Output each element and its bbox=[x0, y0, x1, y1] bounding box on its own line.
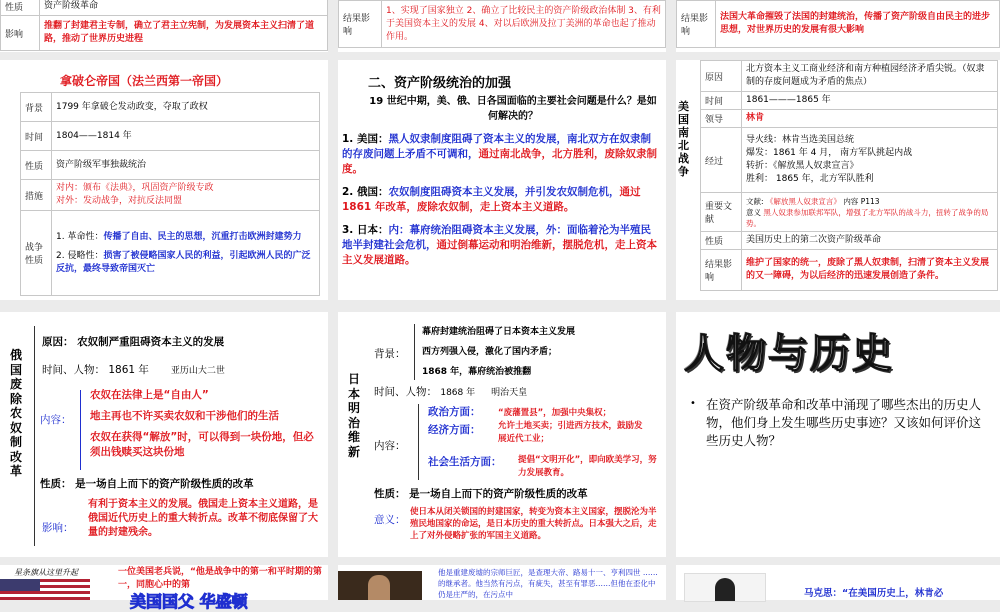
nature-text: 资产阶级革命 bbox=[40, 0, 328, 16]
label-result: 结果影响 bbox=[701, 250, 742, 291]
content-label: 内容： bbox=[40, 414, 72, 426]
nature-label: 性质： bbox=[40, 478, 72, 490]
background-item: 西方列强入侵，激化了国内矛盾； bbox=[422, 347, 558, 357]
doc-label: 文献: bbox=[746, 196, 764, 206]
label-nature: 性质 bbox=[21, 151, 52, 180]
slide-napoleon bbox=[0, 60, 328, 300]
measure-internal: 对内：颁布《法典》，巩固资产阶级专政 bbox=[56, 183, 214, 193]
item-russia bbox=[342, 185, 658, 215]
economy-text: 允许土地买卖；引进西方技术，鼓励发展近代工业； bbox=[498, 421, 643, 444]
meaning-text: 使日本从闭关锁国的封建国家，转变为资本主义国家，摆脱沦为半殖民地国家的命运，是日本历史的重大转折点。日本强大之后，走上了对外侵略扩张的军国主义道路。 bbox=[410, 507, 657, 541]
background-text: 1799 年拿破仑发动政变，夺取了政权 bbox=[52, 93, 320, 122]
intro-question: 19 世纪中期，美、俄、日各国面临的主要社会问题是什么？是如何解决的？ bbox=[369, 96, 657, 122]
label-result: 结果影响 bbox=[339, 1, 382, 48]
quote-text: 他是重建废墟的宗师巨匠，是查理大帝、路易十一、亨利四世 ……的继承者。他当然有污点，有疵失，甚至有罪恶……但他在歪化中仍是庄严的，在污点中 bbox=[438, 568, 658, 599]
slide-meiji-restoration bbox=[338, 312, 666, 557]
big-title: 美国国父 华盛顿 bbox=[130, 592, 248, 611]
cause-text: 农奴制严重阻碍资本主义的发展 bbox=[77, 336, 225, 348]
time-text: 1861 年 bbox=[108, 364, 149, 376]
background-item: 幕府封建统治阻碍了日本资本主义发展 bbox=[422, 327, 576, 337]
label-process: 经过 bbox=[701, 128, 742, 193]
slide-people-history bbox=[676, 312, 1000, 557]
slide-title: 拿破仑帝国（法兰西第一帝国） bbox=[60, 74, 229, 88]
aggressive-text: 损害了被侵略国家人民的利益，引起欧洲人民的广泛反抗，最终导致帝国灭亡 bbox=[56, 250, 311, 274]
result-text: 法国大革命摧毁了法国的封建统治，传播了资产阶级自由民主的进步思想，对世界历史的发展有很大影响 bbox=[716, 1, 1000, 48]
time-text: 1804——1814 年 bbox=[52, 122, 320, 151]
doc-content: 内容 P113 bbox=[843, 196, 880, 206]
nature-text: 资产阶级军事独裁统治 bbox=[52, 151, 320, 180]
society-text: 提倡“文明开化”，即向欧美学习，努力发展教育。 bbox=[518, 455, 657, 478]
item-lead: 2. 俄国： bbox=[342, 186, 389, 198]
label-background: 背景 bbox=[21, 93, 52, 122]
label-effect: 影响 bbox=[1, 16, 40, 51]
slide-american-civil-war bbox=[676, 60, 1000, 300]
nature-label: 性质： bbox=[374, 488, 406, 500]
person-text: 亚历山大二世 bbox=[170, 366, 225, 376]
quote-text: 一位美国老兵说，“他是战争中的第一和平时期的第一，同胞心中的第 bbox=[118, 567, 322, 590]
time-text: 1868 年 bbox=[440, 388, 476, 398]
measure-external: 对外：发动战争，对抗反法同盟 bbox=[56, 196, 183, 206]
side-title: 日本明治维新 bbox=[348, 372, 361, 459]
item-text: 黑人奴隶制度阻碍了资本主义的发展，南北双方在奴隶制的存废问题上矛盾不可调和， bbox=[342, 133, 651, 160]
label-result: 结果影响 bbox=[677, 1, 716, 48]
slide-england-revolution bbox=[0, 0, 328, 52]
bullet-icon: • bbox=[690, 398, 696, 409]
item-japan bbox=[342, 223, 658, 268]
effect-text: 有利于资本主义的发展。俄国走上资本主义道路，是俄国近代历史上的重大转折点。改革不彻底保留了大量的封建残余。 bbox=[88, 499, 318, 538]
label-nature: 性质 bbox=[701, 232, 742, 250]
politics-text: “废藩置县”，加强中央集权； bbox=[498, 408, 612, 418]
nature-text: 是一场自上而下的资产阶级性质的改革 bbox=[75, 478, 254, 490]
slide-napoleon-quote bbox=[338, 565, 666, 600]
label-time: 时间 bbox=[21, 122, 52, 151]
cause-text: 北方资本主义工商业经济和南方种植园经济矛盾尖锐。（奴隶制的存废问题成为矛盾的焦点） bbox=[742, 61, 998, 92]
item-result: 通过 1861 年改革，废除农奴制，走上资本主义道路。 bbox=[342, 186, 641, 213]
meaning-label: 意义： bbox=[374, 514, 406, 526]
result-text: 1、实现了国家独立 2、确立了比较民主的资产阶级政治体制 3、有利于美国资本主义的发展 4、对以后欧洲及拉丁美洲的革命也起了推动作用。 bbox=[382, 1, 666, 48]
background-label: 背景： bbox=[374, 348, 406, 360]
slide-bourgeois-rule bbox=[338, 60, 666, 300]
slide-lincoln bbox=[676, 565, 1000, 600]
revolutionary-text: 传播了自由、民主的思想，沉重打击欧洲封建势力 bbox=[103, 231, 302, 242]
label-leader: 领导 bbox=[701, 110, 742, 128]
process-line: 导火线：林肯当选美国总统 bbox=[746, 135, 855, 145]
process-line: 爆发：1861 年 4 月， 南方军队挑起内战 bbox=[746, 148, 913, 158]
question-text: 在资产阶级革命和改革中涌现了哪些杰出的历史人物，他们身上发生哪些历史事迹？又该如何评价这些历史人物？ bbox=[706, 397, 982, 448]
process-line: 胜利： 1865 年，北方军队胜利 bbox=[746, 174, 874, 184]
content-item: 农奴在法律上是“自由人” bbox=[90, 389, 209, 401]
time-label: 时间、人物： bbox=[42, 364, 105, 376]
content-label: 内容： bbox=[374, 440, 406, 452]
content-item: 农奴在获得“解放”时，可以得到一块份地，但必须出钱赎买这块份地 bbox=[90, 431, 314, 458]
time-text: 1861———1865 年 bbox=[742, 92, 998, 110]
slide-us-independence bbox=[338, 0, 666, 52]
content-item: 地主再也不许买卖农奴和干涉他们的生活 bbox=[90, 410, 279, 422]
side-title: 俄国废除农奴制改革 bbox=[10, 348, 23, 478]
slide-title: 二、资产阶级统治的加强 bbox=[368, 76, 512, 91]
society-label: 社会生活方面： bbox=[428, 456, 502, 468]
item-text: 农奴制度阻碍资本主义发展，并引发农奴制危机， bbox=[388, 186, 620, 198]
nature-text: 是一场自上而下的资产阶级性质的改革 bbox=[409, 488, 588, 500]
item-usa bbox=[342, 132, 658, 177]
napoleon-portrait-image bbox=[338, 571, 422, 600]
cause-label: 原因： bbox=[42, 336, 74, 348]
label-nature: 性质 bbox=[1, 0, 40, 16]
label-documents: 重要文献 bbox=[701, 193, 742, 232]
result-text: 维护了国家的统一，废除了黑人奴隶制，扫清了资本主义发展的又一障碍，为以后经济的迅速发展创造了条件。 bbox=[742, 250, 998, 291]
politics-label: 政治方面： bbox=[428, 406, 481, 418]
side-title: 美国南北战争 bbox=[678, 100, 689, 178]
aggressive-label: 2. 侵略性： bbox=[56, 250, 104, 261]
doc-name: 《解放黑人奴隶宣言》 bbox=[765, 196, 841, 206]
lincoln-portrait-image bbox=[684, 573, 766, 602]
quote-text: 马克思：“在美国历史上，林肯必 bbox=[804, 588, 944, 599]
process-line: 转折：《解放黑人奴隶宣言》 bbox=[746, 161, 859, 171]
slide-russia-reform bbox=[0, 312, 328, 557]
effect-label: 影响： bbox=[42, 522, 74, 534]
slide-french-revolution bbox=[676, 0, 1000, 52]
label-time: 时间 bbox=[701, 92, 742, 110]
label-measures: 措施 bbox=[21, 180, 52, 211]
us-flag-image bbox=[0, 579, 90, 600]
item-lead: 3. 日本： bbox=[342, 224, 389, 236]
item-lead: 1. 美国： bbox=[342, 133, 389, 145]
effect-text: 推翻了封建君主专制，确立了君主立宪制，为发展资本主义扫清了道路，推动了世界历史进程 bbox=[40, 16, 328, 51]
label-cause: 原因 bbox=[701, 61, 742, 92]
leader-text: 林肯 bbox=[742, 110, 998, 128]
time-label: 时间、人物： bbox=[374, 386, 437, 398]
background-item: 1868 年，幕府统治被推翻 bbox=[422, 367, 532, 377]
caption: 星条旗从这里升起 bbox=[14, 568, 78, 577]
economy-label: 经济方面： bbox=[428, 424, 481, 436]
nature-text: 美国历史上的第二次资产阶级革命 bbox=[742, 232, 998, 250]
slide-title: 人物与历史 bbox=[684, 331, 894, 377]
doc-meaning-label: 意义 bbox=[746, 207, 761, 217]
item-text: 内：幕府统治阻碍资本主义发展，外：面临着沦为半殖民地半封建社会危机， bbox=[342, 224, 651, 251]
doc-meaning: 黑人奴隶参加联邦军队，增强了北方军队的战斗力，扭转了战争的局势。 bbox=[746, 207, 989, 228]
item-result: 通过南北战争，北方胜利，废除奴隶制度。 bbox=[342, 148, 657, 175]
person-text: 明治天皇 bbox=[491, 388, 528, 398]
label-war-nature: 战争性质 bbox=[21, 211, 52, 296]
revolutionary-label: 1. 革命性： bbox=[56, 231, 104, 242]
slide-washington bbox=[0, 565, 328, 611]
item-result: 通过倒幕运动和明治维新，摆脱危机，走上资本主义发展道路。 bbox=[342, 239, 657, 266]
